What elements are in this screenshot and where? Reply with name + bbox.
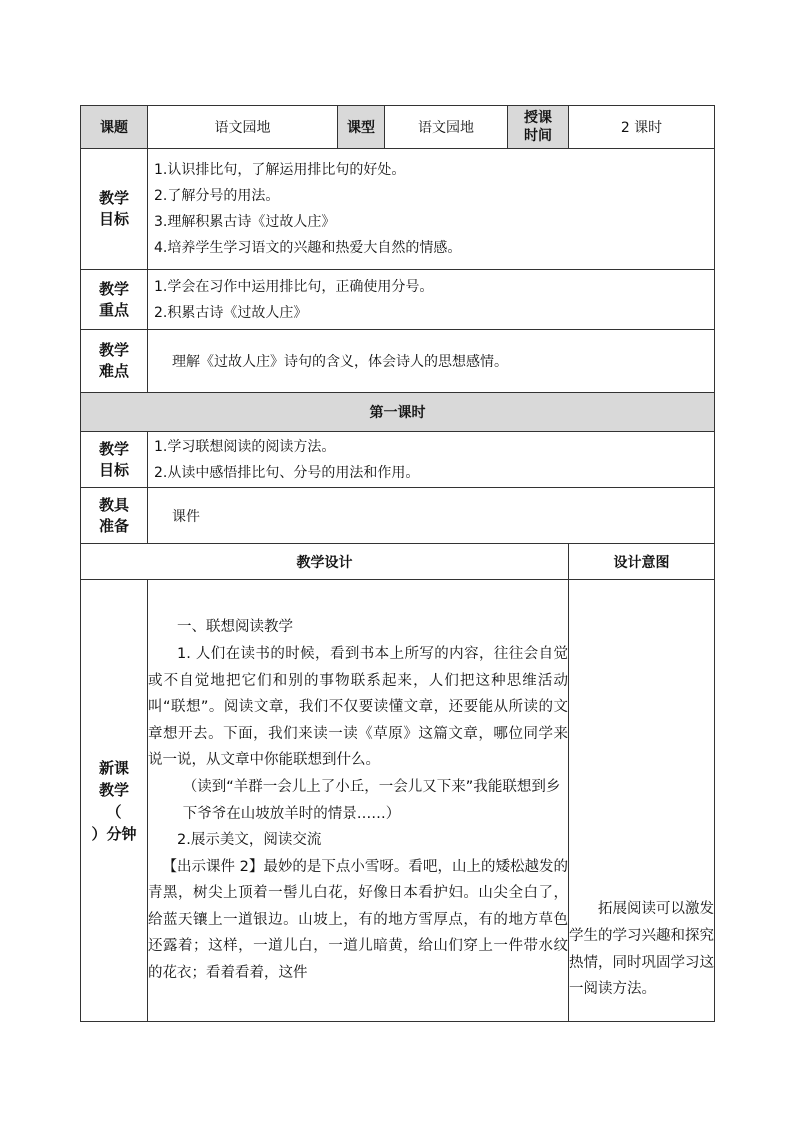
first-lesson-title: 第一课时 <box>81 393 715 432</box>
first-lesson-objectives-label-line-1: 教学 <box>98 439 129 458</box>
paragraph: 【出示课件 2】最妙的是下点小雪呀。看吧，山上的矮松越发的青黑，树尖上顶着一髻儿白花，好像日本看护妇。山尖全白了，给蓝天镶上一道银边。山坡上，有的地方雪厚点，有的地方草色还露着；这样，一道儿白，一道儿暗黄，给山们穿上一件带水纹的花衣；看着看着，这件 <box>148 858 568 982</box>
first-lesson-objectives-list <box>148 432 715 488</box>
subsection-title: 2.展示美文，阅读交流 <box>177 832 322 849</box>
objectives-label-line-2: 目标 <box>98 210 129 228</box>
type-label: 课型 <box>338 106 385 149</box>
design-header-row <box>81 544 715 580</box>
tools-value: 课件 <box>148 488 715 544</box>
objective-item: 4.培养学生学习语文的兴趣和热爱大自然的情感。 <box>154 240 462 256</box>
tools-label-line-2: 准备 <box>98 516 129 535</box>
type-value: 语文园地 <box>385 106 508 149</box>
objective-item: 3.理解积累古诗《过故人庄》 <box>154 214 336 230</box>
difficulties-text: 理解《过故人庄》诗句的含义，体会诗人的思想感情。 <box>148 330 715 393</box>
key-points-label-line-1: 教学 <box>98 279 129 298</box>
time-label-line-2: 时间 <box>524 128 552 144</box>
objective-item: 1.认识排比句，了解运用排比句的好处。 <box>154 162 406 178</box>
difficulties-row <box>81 330 715 393</box>
new-lesson-label-line: ）分钟 <box>91 824 137 843</box>
objectives-row <box>81 149 715 270</box>
topic-label: 课题 <box>81 106 148 149</box>
key-point-item: 2.积累古诗《过故人庄》 <box>154 304 308 321</box>
header-row <box>81 106 715 149</box>
design-intent-cell <box>569 580 715 1022</box>
time-label-line-1: 授课 <box>524 110 552 126</box>
first-lesson-objectives-label-line-2: 目标 <box>98 460 129 479</box>
new-lesson-label-line: （ <box>106 802 122 821</box>
design-intent-text: 拓展阅读可以激发学生的学习兴趣和探究热情，同时巩固学习这一阅读方法。 <box>569 901 715 998</box>
first-lesson-objectives-row <box>81 432 715 488</box>
new-lesson-label-line: 教学 <box>98 780 129 799</box>
first-lesson-objectives-label <box>81 432 148 488</box>
time-label <box>508 106 569 149</box>
objective-item: 2.了解分号的用法。 <box>154 188 280 204</box>
paragraph: 1. 人们在读书的时候，看到书本上所写的内容，往往会自觉或不自觉地把它们和别的事物联系起来，人们把这种思维活动叫“联想”。阅读文章，我们不仅要读懂文章，还要能从所读的文章想开去。下面，我们来读一读《草原》这篇文章，哪位同学来说一说，从文章中你能联想到什么。 <box>148 645 568 769</box>
new-lesson-content <box>148 580 569 1022</box>
difficulties-label <box>81 330 148 393</box>
first-lesson-title-row <box>81 393 715 432</box>
key-point-item: 1.学会在习作中运用排比句，正确使用分号。 <box>154 278 434 295</box>
key-points-row <box>81 270 715 330</box>
key-points-label <box>81 270 148 330</box>
tools-label <box>81 488 148 544</box>
lesson-plan-table <box>80 105 715 1022</box>
tools-label-line-1: 教具 <box>98 495 129 514</box>
new-lesson-label-line: 新课 <box>98 758 129 777</box>
new-lesson-row <box>81 580 715 1022</box>
section-title: 一、联想阅读教学 <box>177 619 293 636</box>
new-lesson-label <box>81 580 148 1022</box>
objectives-label-line-1: 教学 <box>98 189 129 207</box>
tools-row <box>81 488 715 544</box>
key-points-label-line-2: 重点 <box>98 300 129 319</box>
objectives-label <box>81 149 148 270</box>
first-lesson-objective-item: 2.从读中感悟排比句、分号的用法和作用。 <box>154 464 420 481</box>
first-lesson-objective-item: 1.学习联想阅读的阅读方法。 <box>154 438 336 455</box>
intent-column-header: 设计意图 <box>569 544 715 580</box>
objectives-list <box>148 149 715 270</box>
difficulties-label-line-1: 教学 <box>98 341 129 359</box>
time-value: 2 课时 <box>569 106 715 149</box>
paragraph: （读到“羊群一会儿上了小丘，一会儿又下来”我能联想到乡下爷爷在山坡放羊时的情景……） <box>182 778 561 822</box>
key-points-list <box>148 270 715 330</box>
design-column-header: 教学设计 <box>81 544 569 580</box>
topic-value: 语文园地 <box>148 106 338 149</box>
difficulties-label-line-2: 难点 <box>98 362 129 380</box>
